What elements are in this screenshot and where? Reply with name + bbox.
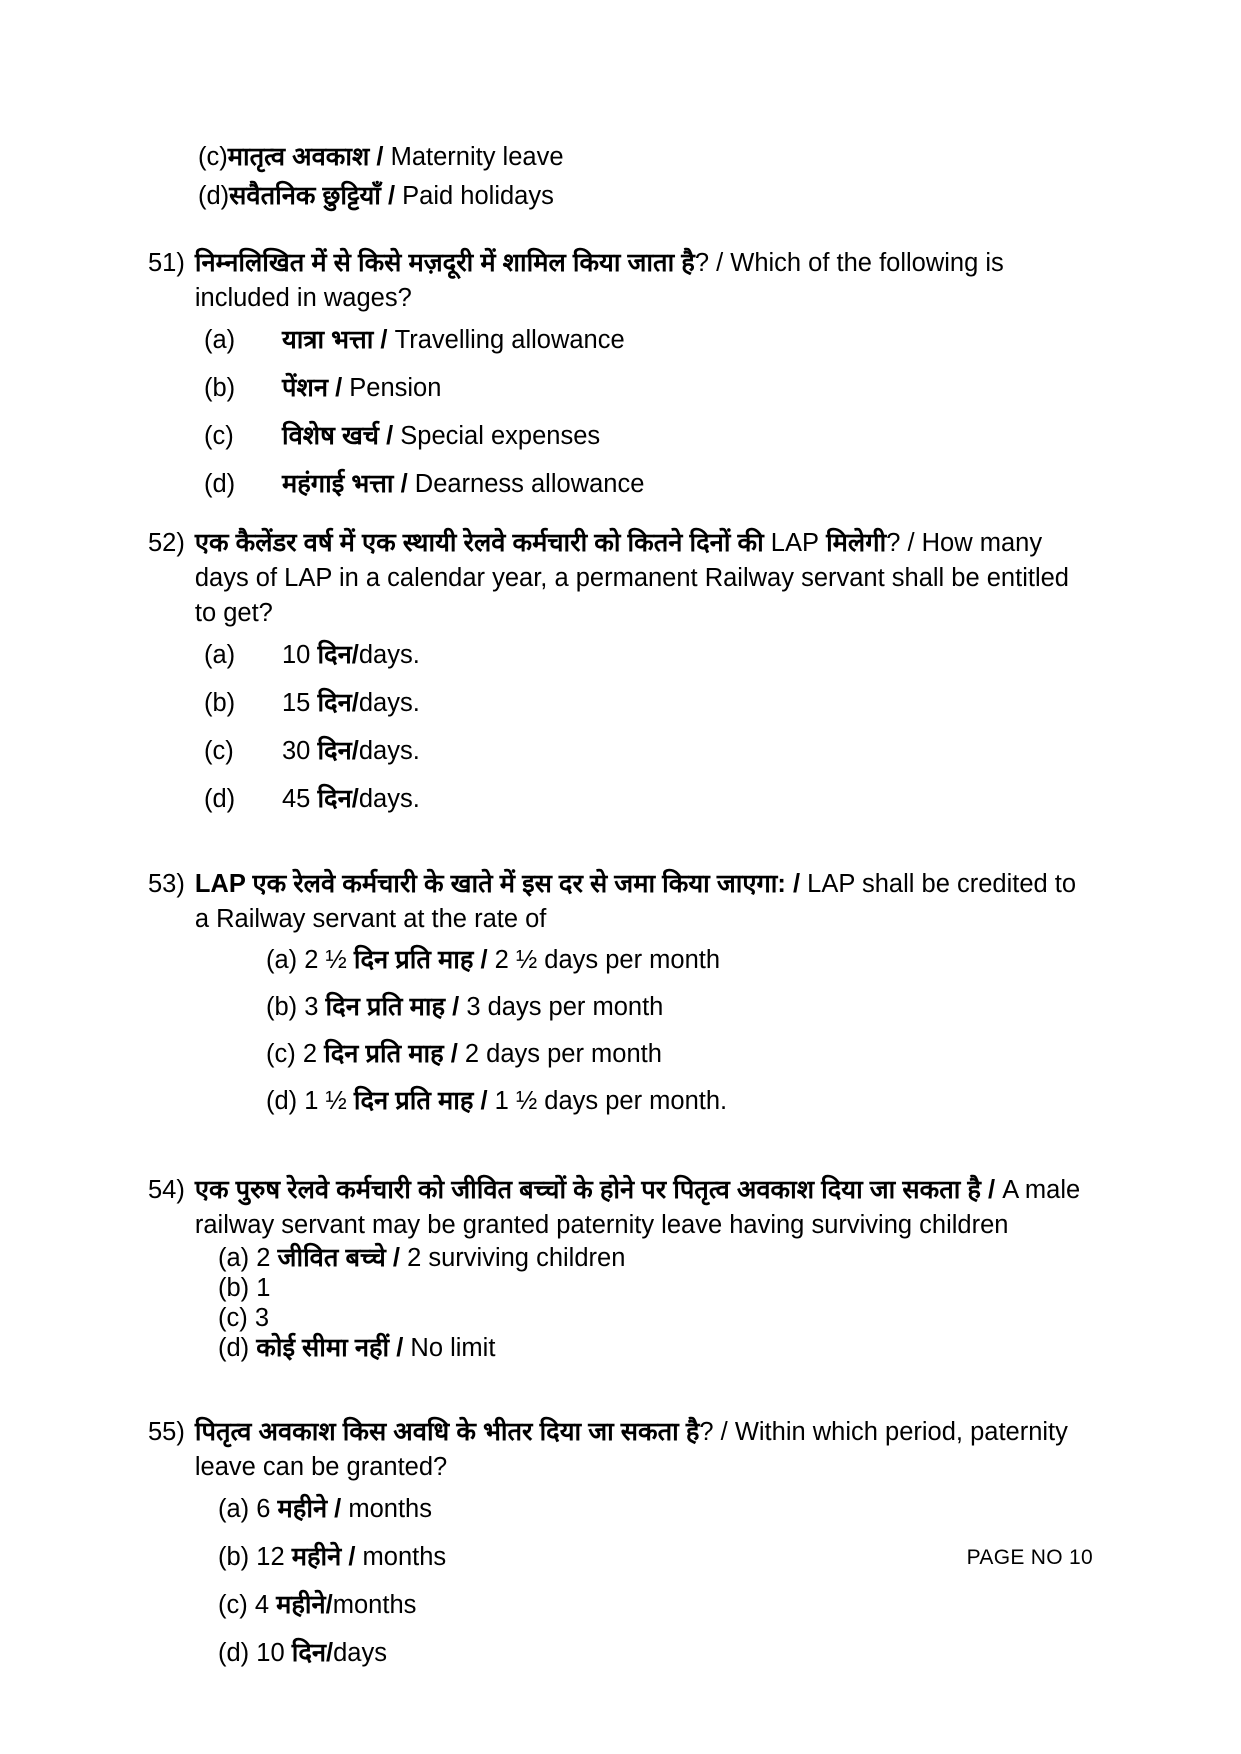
option-value: 1 ½	[304, 1087, 354, 1115]
list-item	[198, 177, 1093, 216]
option-english: Maternity leave	[390, 143, 564, 171]
option-list-53	[266, 937, 1093, 1125]
option-marker: (d)	[204, 470, 236, 498]
option-value: 2	[256, 1244, 278, 1272]
option-hindi: दिन	[317, 737, 352, 765]
list-item	[218, 1629, 1093, 1677]
list-item	[266, 1078, 1093, 1125]
option-value: 10	[282, 641, 318, 669]
option-marker: (c)	[198, 143, 228, 171]
option-marker: (c)	[266, 1040, 296, 1068]
option-hindi: दिन प्रति माह	[325, 993, 446, 1021]
option-english: 2 days per month	[464, 1040, 662, 1068]
question-acronym: LAP	[770, 529, 819, 557]
option-hindi: दिन	[317, 689, 352, 717]
option-separator: /	[393, 470, 415, 498]
question-55	[148, 1415, 1093, 1485]
question-number: 54)	[148, 1176, 185, 1204]
option-marker: (d)	[204, 785, 236, 813]
option-separator: /	[389, 1334, 411, 1362]
option-separator: /	[369, 143, 391, 171]
option-english: Travelling allowance	[394, 326, 625, 354]
list-item	[198, 138, 1093, 177]
question-53	[148, 867, 1093, 937]
option-value: 4	[254, 1591, 277, 1619]
option-separator: /	[379, 422, 401, 450]
option-hindi: जीवित बच्चे	[277, 1244, 386, 1272]
option-english: months	[332, 1591, 417, 1619]
option-body	[282, 679, 420, 727]
option-english: 2 surviving children	[407, 1244, 626, 1272]
question-english: ? / Which of the following is included in wages?	[194, 249, 1004, 312]
option-english: 2 ½ days per month	[494, 946, 721, 974]
option-english: days.	[358, 641, 420, 669]
question-acronym: LAP	[194, 870, 253, 898]
option-marker: (b)	[204, 374, 236, 402]
option-separator: /	[327, 1495, 349, 1523]
option-hindi: दिन प्रति माह	[353, 946, 474, 974]
option-marker: (a)	[266, 946, 298, 974]
option-marker: (a)	[218, 1244, 250, 1272]
option-separator: /	[473, 946, 495, 974]
option-english: months	[348, 1495, 432, 1523]
question-hindi-part1: एक कैलेंडर वर्ष में एक स्थायी रेलवे कर्मचारी को कितने दिनों की	[194, 529, 771, 557]
option-english: days	[333, 1639, 387, 1667]
question-text	[195, 526, 1093, 631]
question-number: 51)	[148, 249, 185, 277]
option-value: 3	[304, 993, 326, 1021]
option-english: months	[362, 1543, 447, 1571]
orphan-option-list	[198, 138, 1093, 216]
list-item	[266, 937, 1093, 984]
option-separator: /	[473, 1087, 495, 1115]
question-number: 53)	[148, 870, 185, 898]
question-hindi: एक रेलवे कर्मचारी के खाते में इस दर से जमा किया जाएगा: /	[252, 870, 801, 898]
option-separator: /	[445, 993, 467, 1021]
list-item	[218, 1303, 1093, 1333]
option-body	[282, 727, 420, 775]
option-marker: (d)	[218, 1334, 250, 1362]
option-separator: /	[380, 182, 403, 210]
option-hindi: दिन प्रति माह	[324, 1040, 444, 1068]
option-separator: /	[373, 326, 395, 354]
question-52	[148, 526, 1093, 631]
option-english: days.	[358, 689, 420, 717]
option-english: days.	[358, 785, 420, 813]
option-body	[282, 460, 644, 508]
option-english: 1 ½ days per month.	[494, 1087, 728, 1115]
option-separator: /	[327, 374, 350, 402]
list-item	[218, 1581, 1093, 1629]
question-54	[148, 1173, 1093, 1243]
option-list-55	[218, 1485, 1093, 1677]
list-item	[204, 727, 1093, 775]
option-hindi: महीने	[291, 1543, 342, 1571]
option-value: 12	[256, 1543, 292, 1571]
question-text	[195, 867, 1093, 937]
option-separator: /	[385, 1244, 408, 1272]
question-hindi: एक पुरुष रेलवे कर्मचारी को जीवित बच्चों के होने पर पितृत्व अवकाश दिया जा सकता है /	[194, 1176, 996, 1204]
option-marker: (d)	[198, 182, 230, 210]
list-item	[266, 984, 1093, 1031]
option-value: 3	[254, 1304, 270, 1332]
option-marker: (b)	[204, 689, 236, 717]
option-marker: (c)	[204, 422, 234, 450]
option-marker: (b)	[218, 1274, 250, 1302]
option-hindi: दिन प्रति माह	[353, 1087, 474, 1115]
option-marker: (d)	[218, 1639, 250, 1667]
option-hindi: दिन	[317, 641, 352, 669]
option-value: 15	[282, 689, 318, 717]
list-item	[266, 1031, 1093, 1078]
question-hindi: निम्नलिखित में से किसे मज़दूरी में शामिल किया जाता है	[194, 249, 695, 277]
option-english: No limit	[410, 1334, 496, 1362]
option-body	[282, 775, 420, 823]
question-text	[195, 1173, 1093, 1243]
option-separator: /	[351, 737, 359, 765]
option-separator: /	[351, 785, 359, 813]
option-value: 10	[256, 1639, 292, 1667]
question-hindi: पितृत्व अवकाश किस अवधि के भीतर दिया जा सकता है	[194, 1418, 700, 1446]
option-english: days.	[358, 737, 420, 765]
option-marker: (d)	[266, 1087, 298, 1115]
option-hindi: विशेष खर्च	[282, 422, 379, 450]
option-separator: /	[443, 1040, 465, 1068]
option-value: 30	[282, 737, 318, 765]
option-hindi: मातृत्व अवकाश	[227, 143, 370, 171]
list-item	[218, 1533, 1093, 1581]
list-item	[218, 1333, 1093, 1363]
option-body	[282, 631, 420, 679]
option-hindi: यात्रा भत्ता	[282, 326, 374, 354]
question-english: LAP shall be credited to a Railway servant at the rate of	[194, 870, 1077, 933]
question-english: ? / Within which period, paternity leave can be granted?	[194, 1418, 1068, 1481]
question-number: 55)	[148, 1418, 185, 1446]
option-hindi: पेंशन	[282, 374, 328, 402]
option-body	[282, 316, 625, 364]
option-separator: /	[351, 689, 359, 717]
option-hindi: महीने	[276, 1591, 326, 1619]
option-english: Pension	[349, 374, 442, 402]
option-english: Dearness allowance	[414, 470, 645, 498]
option-separator: /	[341, 1543, 363, 1571]
option-hindi: सवैतनिक छुट्टियाँ	[229, 182, 381, 210]
option-hindi: दिन	[291, 1639, 327, 1667]
option-separator: /	[351, 641, 359, 669]
list-item	[204, 364, 1093, 412]
option-list-52	[204, 631, 1093, 823]
list-item	[204, 679, 1093, 727]
option-english: Special expenses	[400, 422, 601, 450]
option-marker: (b)	[218, 1543, 250, 1571]
option-marker: (a)	[204, 326, 236, 354]
option-value: 2 ½	[304, 946, 354, 974]
option-marker: (a)	[204, 641, 236, 669]
option-hindi: महंगाई भत्ता	[282, 470, 394, 498]
page-number-footer: PAGE NO 10	[966, 1546, 1093, 1569]
option-hindi: कोई सीमा नहीं	[256, 1334, 390, 1362]
option-list-51	[204, 316, 1093, 508]
option-body	[282, 364, 441, 412]
question-51	[148, 246, 1093, 316]
question-text	[195, 246, 1093, 316]
list-item	[218, 1273, 1093, 1303]
option-separator: /	[326, 1639, 334, 1667]
option-marker: (c)	[218, 1304, 248, 1332]
question-english: A male railway servant may be granted paternity leave having surviving children	[194, 1176, 1081, 1239]
option-marker: (c)	[204, 737, 234, 765]
option-hindi: महीने	[277, 1495, 328, 1523]
question-number: 52)	[148, 529, 185, 557]
option-body	[282, 412, 600, 460]
option-marker: (b)	[266, 993, 298, 1021]
option-separator: /	[325, 1591, 333, 1619]
question-hindi-part2: मिलेगी	[818, 529, 887, 557]
question-english: ? / How many days of LAP in a calendar year, a permanent Railway servant shall be entitled to get?	[194, 529, 1069, 627]
option-list-54	[218, 1243, 1093, 1363]
list-item	[204, 775, 1093, 823]
option-value: 6	[256, 1495, 278, 1523]
option-value: 2	[302, 1040, 325, 1068]
list-item	[204, 631, 1093, 679]
option-english: Paid holidays	[402, 182, 554, 210]
option-marker: (c)	[218, 1591, 248, 1619]
option-value: 1	[256, 1274, 271, 1302]
list-item	[204, 412, 1093, 460]
list-item	[204, 316, 1093, 364]
list-item	[204, 460, 1093, 508]
option-english: 3 days per month	[466, 993, 664, 1021]
question-text	[195, 1415, 1093, 1485]
option-value: 45	[282, 785, 318, 813]
list-item	[218, 1243, 1093, 1273]
list-item	[218, 1485, 1093, 1533]
option-marker: (a)	[218, 1495, 250, 1523]
option-hindi: दिन	[317, 785, 352, 813]
